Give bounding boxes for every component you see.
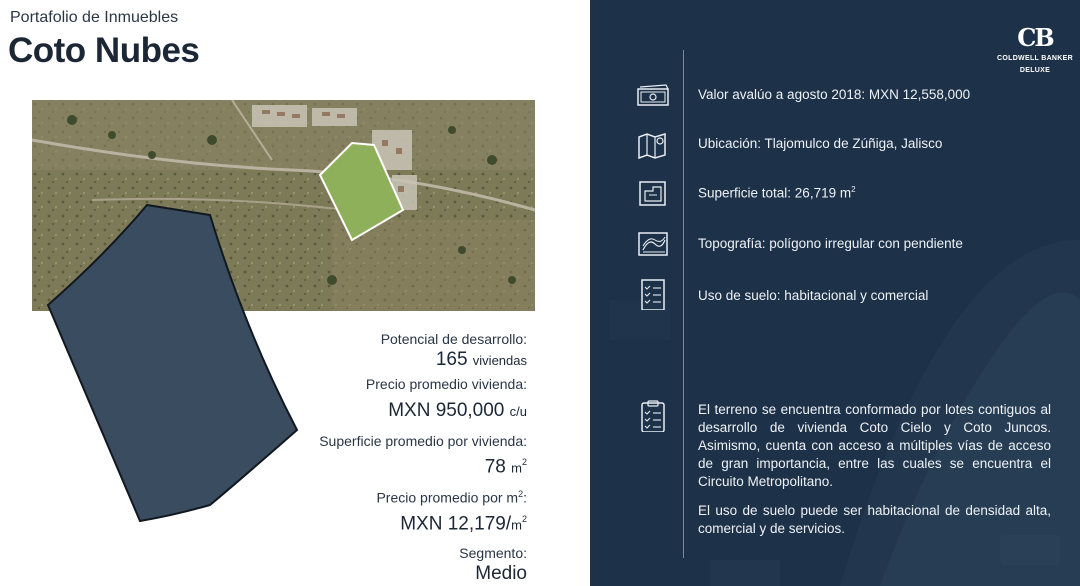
blueprint-icon	[635, 177, 671, 209]
money-icon	[635, 80, 671, 112]
logo-mark: CB	[1017, 23, 1053, 52]
company-logo	[990, 24, 1080, 76]
development-stats	[227, 330, 527, 586]
segment-label: Segmento:	[459, 545, 527, 562]
clipboard-icon	[635, 400, 671, 432]
topography-text: Topografía: polígono irregular con pendiente	[698, 236, 963, 251]
divider-line	[683, 50, 684, 558]
avg-area-value: 78 $m^2$	[484, 456, 527, 478]
valuation-text: Valor avalúo a agosto 2018: MXN 12,558,000	[698, 87, 971, 102]
topography-icon	[635, 228, 671, 260]
price-m2-value: MXN $12,179/m^2$	[400, 513, 527, 535]
avg-area-label: Superficie promedio por vivienda:	[319, 433, 527, 449]
avg-price-value: MXN 950,000 c/u	[388, 400, 527, 421]
description-paragraph-1: El terreno se encuentra conformado por lotes contiguos al desarrollo de vivienda Coto Cielo y Coto Juncos. Asimismo, cuenta con acceso a múltiples vías de acceso de gran importancia, entre las cuales se encuentra el Circuito Metropolitano.	[698, 402, 1051, 489]
map-icon	[635, 129, 671, 161]
logo-brand-line1: COLDWELL BANKER	[997, 55, 1073, 62]
logo-brand-line2: DELUXE	[1019, 67, 1051, 74]
page-subtitle: Portafolio de Inmuebles	[10, 9, 179, 26]
location-text: Ubicación: Tlajomulco de Zúñiga, Jalisco	[698, 136, 943, 151]
page-title: Coto Nubes	[8, 31, 200, 70]
land-use-text: Uso de suelo: habitacional y comercial	[698, 288, 929, 303]
details-panel	[590, 0, 1080, 586]
segment-value: Medio	[475, 563, 527, 585]
potential-label: Potencial de desarrollo:	[380, 331, 527, 347]
area-text: Superficie total: 26,719 $m^2$	[698, 185, 856, 201]
potential-value: 165 viviendas	[435, 349, 527, 370]
checklist-icon	[635, 278, 671, 310]
avg-price-label: Precio promedio vivienda:	[365, 376, 527, 392]
price-m2-label: Precio promedio por $m^2$:	[376, 489, 527, 506]
aerial-photo	[32, 100, 535, 311]
description-paragraph-2: El uso de suelo puede ser habitacional de densidad alta, comercial y de servicios.	[698, 503, 1051, 536]
